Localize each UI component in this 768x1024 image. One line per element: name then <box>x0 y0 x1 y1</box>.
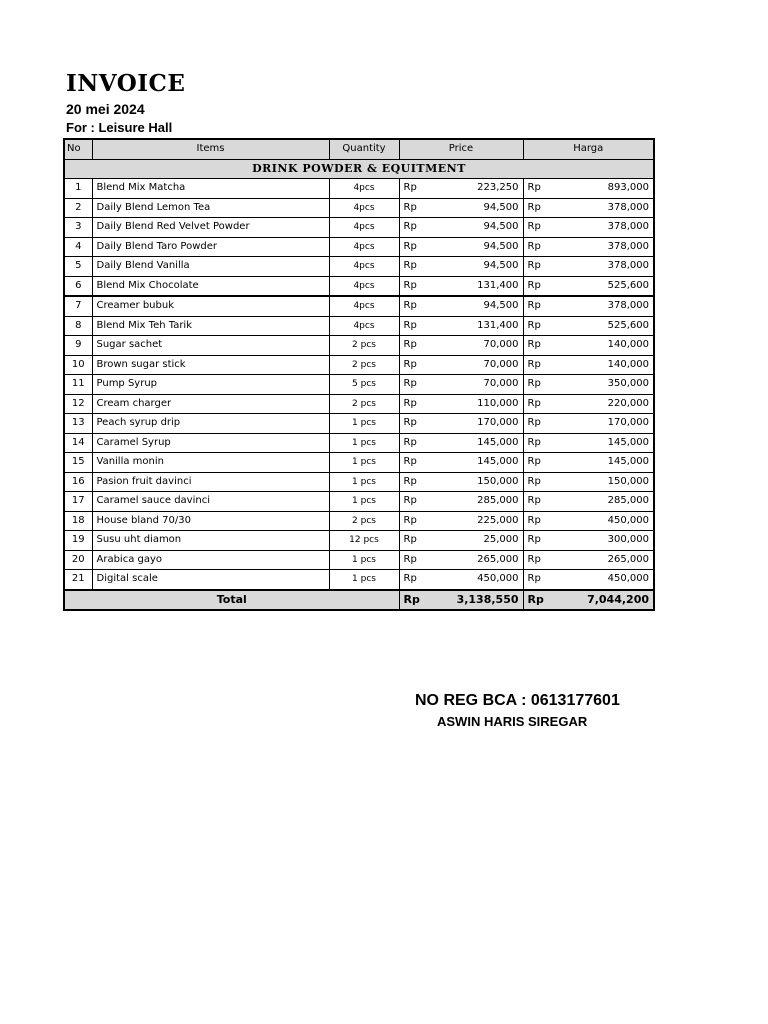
row-item-name: Susu uht diamon <box>92 531 329 551</box>
row-price-currency: Rp <box>399 375 427 395</box>
row-number: 16 <box>64 472 92 492</box>
row-price: 265,000 <box>427 550 523 570</box>
row-harga-currency: Rp <box>523 375 551 395</box>
table-row <box>64 179 654 199</box>
row-quantity: 1 pcs <box>329 472 399 492</box>
row-harga: 893,000 <box>551 179 654 199</box>
table-row <box>64 316 654 336</box>
row-price: 94,500 <box>427 296 523 316</box>
row-harga: 145,000 <box>551 453 654 473</box>
row-price-currency: Rp <box>399 179 427 199</box>
row-price-currency: Rp <box>399 414 427 434</box>
row-item-name: Cream charger <box>92 394 329 414</box>
row-harga: 265,000 <box>551 550 654 570</box>
row-harga: 525,600 <box>551 276 654 296</box>
table-row <box>64 570 654 590</box>
row-item-name: Pump Syrup <box>92 375 329 395</box>
row-price-currency: Rp <box>399 394 427 414</box>
table-row <box>64 472 654 492</box>
row-item-name: Daily Blend Vanilla <box>92 257 329 277</box>
row-quantity: 4pcs <box>329 257 399 277</box>
row-quantity: 2 pcs <box>329 336 399 356</box>
row-harga: 145,000 <box>551 433 654 453</box>
row-price: 110,000 <box>427 394 523 414</box>
row-price: 70,000 <box>427 336 523 356</box>
row-price: 94,500 <box>427 218 523 238</box>
row-harga-currency: Rp <box>523 179 551 199</box>
table-row <box>64 198 654 218</box>
row-price-currency: Rp <box>399 531 427 551</box>
col-header-items: Items <box>92 139 329 159</box>
table-header-row <box>64 139 654 159</box>
col-header-harga: Harga <box>523 139 654 159</box>
row-number: 14 <box>64 433 92 453</box>
row-price-currency: Rp <box>399 257 427 277</box>
row-price: 145,000 <box>427 433 523 453</box>
row-price: 94,500 <box>427 237 523 257</box>
row-price: 285,000 <box>427 492 523 512</box>
table-row <box>64 550 654 570</box>
table-row <box>64 296 654 316</box>
row-number: 8 <box>64 316 92 336</box>
invoice-date: 20 mei 2024 <box>66 101 145 117</box>
row-harga-currency: Rp <box>523 198 551 218</box>
col-header-quantity: Quantity <box>329 139 399 159</box>
bank-account-number: NO REG BCA : 0613177601 <box>415 692 620 709</box>
account-holder-name: ASWIN HARIS SIREGAR <box>437 714 588 729</box>
row-number: 2 <box>64 198 92 218</box>
row-number: 17 <box>64 492 92 512</box>
row-harga-currency: Rp <box>523 296 551 316</box>
row-harga: 378,000 <box>551 296 654 316</box>
row-price: 170,000 <box>427 414 523 434</box>
row-item-name: Caramel Syrup <box>92 433 329 453</box>
row-price-currency: Rp <box>399 570 427 590</box>
total-label: Total <box>64 590 399 611</box>
row-quantity: 1 pcs <box>329 550 399 570</box>
table-row <box>64 336 654 356</box>
table-row <box>64 492 654 512</box>
row-price: 131,400 <box>427 316 523 336</box>
row-item-name: Blend Mix Matcha <box>92 179 329 199</box>
row-price: 450,000 <box>427 570 523 590</box>
row-harga: 150,000 <box>551 472 654 492</box>
row-price-currency: Rp <box>399 492 427 512</box>
section-header-row <box>64 159 654 179</box>
col-header-no: No <box>64 139 92 159</box>
row-number: 13 <box>64 414 92 434</box>
row-harga: 220,000 <box>551 394 654 414</box>
col-header-price: Price <box>399 139 523 159</box>
invoice-recipient: For : Leisure Hall <box>66 120 173 135</box>
row-quantity: 12 pcs <box>329 531 399 551</box>
row-price-currency: Rp <box>399 511 427 531</box>
row-item-name: Creamer bubuk <box>92 296 329 316</box>
row-harga: 350,000 <box>551 375 654 395</box>
table-row <box>64 453 654 473</box>
row-quantity: 1 pcs <box>329 433 399 453</box>
row-number: 7 <box>64 296 92 316</box>
row-number: 10 <box>64 355 92 375</box>
invoice-title: INVOICE <box>66 70 186 97</box>
row-quantity: 4pcs <box>329 276 399 296</box>
row-price: 225,000 <box>427 511 523 531</box>
row-price: 223,250 <box>427 179 523 199</box>
row-item-name: Daily Blend Lemon Tea <box>92 198 329 218</box>
row-price-currency: Rp <box>399 472 427 492</box>
total-row <box>64 590 654 611</box>
section-title: DRINK POWDER & EQUITMENT <box>64 159 654 179</box>
row-number: 21 <box>64 570 92 590</box>
row-price: 150,000 <box>427 472 523 492</box>
table-row <box>64 414 654 434</box>
row-item-name: Daily Blend Taro Powder <box>92 237 329 257</box>
row-number: 1 <box>64 179 92 199</box>
row-price: 131,400 <box>427 276 523 296</box>
row-item-name: Blend Mix Teh Tarik <box>92 316 329 336</box>
row-number: 3 <box>64 218 92 238</box>
row-item-name: Arabica gayo <box>92 550 329 570</box>
row-number: 11 <box>64 375 92 395</box>
row-harga-currency: Rp <box>523 414 551 434</box>
table-row <box>64 394 654 414</box>
table-row <box>64 531 654 551</box>
total-price-currency: Rp <box>399 590 427 611</box>
row-item-name: Peach syrup drip <box>92 414 329 434</box>
row-quantity: 4pcs <box>329 316 399 336</box>
row-harga-currency: Rp <box>523 531 551 551</box>
row-quantity: 2 pcs <box>329 511 399 531</box>
row-harga-currency: Rp <box>523 570 551 590</box>
row-harga-currency: Rp <box>523 472 551 492</box>
row-harga-currency: Rp <box>523 511 551 531</box>
row-item-name: Brown sugar stick <box>92 355 329 375</box>
row-price: 25,000 <box>427 531 523 551</box>
row-number: 18 <box>64 511 92 531</box>
row-item-name: Caramel sauce davinci <box>92 492 329 512</box>
row-quantity: 1 pcs <box>329 492 399 512</box>
row-harga: 170,000 <box>551 414 654 434</box>
row-price: 94,500 <box>427 257 523 277</box>
row-price-currency: Rp <box>399 276 427 296</box>
row-harga: 378,000 <box>551 218 654 238</box>
table-row <box>64 511 654 531</box>
total-price: 3,138,550 <box>427 590 523 611</box>
row-quantity: 4pcs <box>329 198 399 218</box>
row-price-currency: Rp <box>399 355 427 375</box>
row-harga-currency: Rp <box>523 453 551 473</box>
row-harga-currency: Rp <box>523 218 551 238</box>
row-quantity: 4pcs <box>329 296 399 316</box>
row-price-currency: Rp <box>399 433 427 453</box>
row-harga: 525,600 <box>551 316 654 336</box>
row-price: 145,000 <box>427 453 523 473</box>
row-item-name: Pasion fruit davinci <box>92 472 329 492</box>
row-harga-currency: Rp <box>523 257 551 277</box>
row-number: 12 <box>64 394 92 414</box>
row-price-currency: Rp <box>399 316 427 336</box>
row-quantity: 4pcs <box>329 179 399 199</box>
row-quantity: 1 pcs <box>329 414 399 434</box>
row-price-currency: Rp <box>399 198 427 218</box>
row-price: 94,500 <box>427 198 523 218</box>
row-quantity: 2 pcs <box>329 355 399 375</box>
row-price-currency: Rp <box>399 237 427 257</box>
row-item-name: Digital scale <box>92 570 329 590</box>
table-row <box>64 355 654 375</box>
row-harga: 285,000 <box>551 492 654 512</box>
row-item-name: Daily Blend Red Velvet Powder <box>92 218 329 238</box>
row-item-name: Blend Mix Chocolate <box>92 276 329 296</box>
row-number: 4 <box>64 237 92 257</box>
row-quantity: 4pcs <box>329 218 399 238</box>
row-harga-currency: Rp <box>523 237 551 257</box>
row-number: 5 <box>64 257 92 277</box>
row-harga: 140,000 <box>551 336 654 356</box>
table-row <box>64 433 654 453</box>
row-harga: 378,000 <box>551 237 654 257</box>
row-price-currency: Rp <box>399 550 427 570</box>
row-harga-currency: Rp <box>523 276 551 296</box>
row-price: 70,000 <box>427 375 523 395</box>
row-price-currency: Rp <box>399 453 427 473</box>
table-row <box>64 257 654 277</box>
row-quantity: 1 pcs <box>329 570 399 590</box>
total-harga-currency: Rp <box>523 590 551 611</box>
total-harga: 7,044,200 <box>551 590 654 611</box>
row-harga-currency: Rp <box>523 355 551 375</box>
table-row <box>64 375 654 395</box>
row-harga: 450,000 <box>551 511 654 531</box>
invoice-table <box>63 138 655 611</box>
row-price: 70,000 <box>427 355 523 375</box>
row-harga-currency: Rp <box>523 492 551 512</box>
row-harga-currency: Rp <box>523 433 551 453</box>
row-item-name: Vanilla monin <box>92 453 329 473</box>
row-harga: 378,000 <box>551 257 654 277</box>
row-quantity: 1 pcs <box>329 453 399 473</box>
row-harga-currency: Rp <box>523 394 551 414</box>
row-item-name: House bland 70/30 <box>92 511 329 531</box>
row-number: 9 <box>64 336 92 356</box>
row-harga-currency: Rp <box>523 550 551 570</box>
row-harga: 450,000 <box>551 570 654 590</box>
row-quantity: 4pcs <box>329 237 399 257</box>
row-harga: 140,000 <box>551 355 654 375</box>
row-number: 15 <box>64 453 92 473</box>
table-row <box>64 276 654 296</box>
row-price-currency: Rp <box>399 296 427 316</box>
table-row <box>64 218 654 238</box>
row-quantity: 2 pcs <box>329 394 399 414</box>
row-harga: 300,000 <box>551 531 654 551</box>
row-number: 6 <box>64 276 92 296</box>
row-harga-currency: Rp <box>523 336 551 356</box>
row-harga: 378,000 <box>551 198 654 218</box>
row-number: 19 <box>64 531 92 551</box>
row-price-currency: Rp <box>399 336 427 356</box>
row-price-currency: Rp <box>399 218 427 238</box>
row-item-name: Sugar sachet <box>92 336 329 356</box>
row-quantity: 5 pcs <box>329 375 399 395</box>
row-number: 20 <box>64 550 92 570</box>
table-row <box>64 237 654 257</box>
row-harga-currency: Rp <box>523 316 551 336</box>
